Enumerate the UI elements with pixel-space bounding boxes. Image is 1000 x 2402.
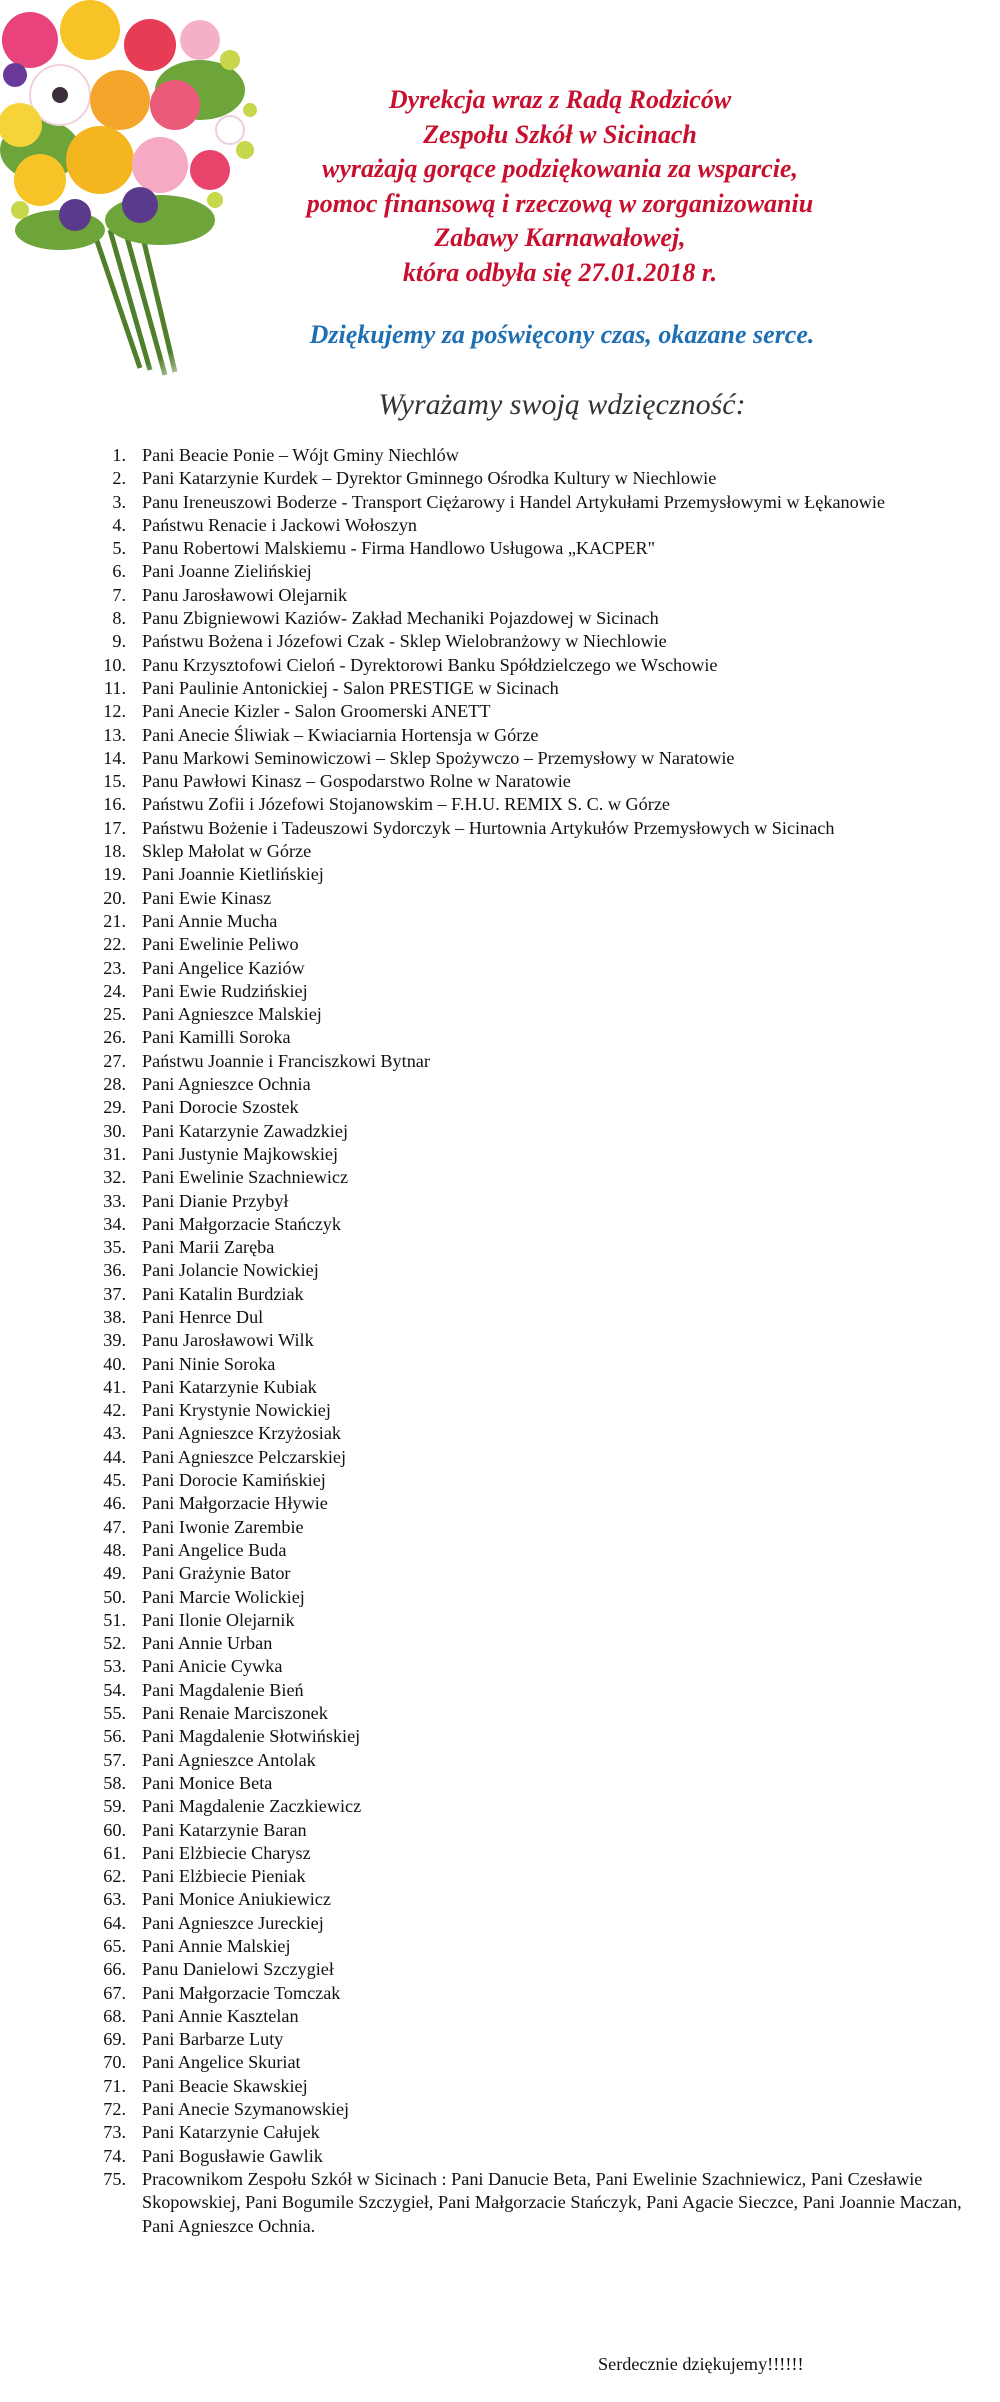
list-item <box>100 1586 980 1609</box>
list-item-text: Panu Jarosławowi Olejarnik <box>142 584 348 605</box>
list-item-number: 16. <box>103 794 126 815</box>
list-item-text: Pani Renaie Marciszonek <box>142 1703 328 1724</box>
list-item-text: Pani Beacie Skawskiej <box>142 2075 308 2096</box>
list-item-text: Pani Agnieszce Malskiej <box>142 1004 322 1025</box>
list-item-number: 37. <box>103 1283 126 1304</box>
list-item-number: 73. <box>103 2122 126 2143</box>
list-item <box>100 2075 980 2098</box>
list-item <box>100 584 980 607</box>
list-item <box>100 491 980 514</box>
list-item-text: Państwu Joannie i Franciszkowi Bytnar <box>142 1050 430 1071</box>
list-item-text: Pani Bogusławie Gawlik <box>142 2145 323 2166</box>
list-item <box>100 1026 980 1049</box>
list-item-number: 71. <box>103 2075 126 2096</box>
list-item-text: Pani Beacie Ponie – Wójt Gminy Niechlów <box>142 445 459 465</box>
list-item-number: 65. <box>103 1936 126 1956</box>
list-item <box>100 1912 980 1935</box>
list-item <box>100 1632 980 1655</box>
list-item-number: 61. <box>103 1842 126 1863</box>
list-item-number: 47. <box>103 1516 126 1537</box>
list-item-text: Pani Elżbiecie Charysz <box>142 1842 311 1863</box>
list-item <box>100 1609 980 1632</box>
list-item-number: 25. <box>103 1004 126 1025</box>
header-line: Dyrekcja wraz z Radą Rodziców <box>388 85 732 114</box>
list-item <box>100 2145 980 2168</box>
list-item-text: Pani Annie Malskiej <box>142 1936 291 1956</box>
list-item-text: Pani Ewie Kinasz <box>142 887 272 908</box>
header-line: wyrażają gorące podziękowania za wsparcie, <box>322 154 798 183</box>
list-item-text: Pani Agnieszce Krzyżosiak <box>142 1423 341 1444</box>
list-item-text: Pani Annie Mucha <box>142 910 278 931</box>
list-item <box>100 1236 980 1259</box>
list-item-text: Pani Agnieszce Jureckiej <box>142 1912 324 1933</box>
list-item-number: 3. <box>112 491 126 512</box>
list-item-number: 20. <box>103 887 126 908</box>
list-item-number: 5. <box>112 538 126 559</box>
header-title <box>255 83 865 290</box>
list-item-text: Panu Krzysztofowi Cieloń - Dyrektorowi Banku Spółdzielczego we Wschowie <box>142 654 718 675</box>
list-item-number: 60. <box>103 1819 126 1840</box>
list-item-number: 11. <box>103 677 126 698</box>
list-item <box>100 793 980 816</box>
list-item-number: 46. <box>103 1493 126 1514</box>
thanks-line: Dziękujemy za poświęcony czas, okazane serce. <box>309 320 815 349</box>
list-item-number: 45. <box>103 1470 126 1491</box>
list-item <box>100 467 980 490</box>
list-item-text: Panu Zbigniewowi Kaziów- Zakład Mechaniki Pojazdowej w Sicinach <box>142 608 659 629</box>
list-item <box>100 1306 980 1329</box>
list-item-number: 68. <box>103 2005 126 2026</box>
list-item-text: Panu Ireneuszowi Boderze - Transport Ciężarowy i Handel Artykułami Przemysłowymi w Łękanowie <box>142 491 885 512</box>
list-item-text: Pani Marii Zaręba <box>142 1237 275 1258</box>
list-item-number: 52. <box>103 1633 126 1654</box>
list-item <box>100 1143 980 1166</box>
list-item-text: Panu Robertowi Malskiemu - Firma Handlowo Usługowa „KACPER" <box>142 538 656 559</box>
list-item-text: Pani Ilonie Olejarnik <box>142 1609 295 1630</box>
list-item-text: Pani Anecie Śliwiak – Kwiaciarnia Hortensja w Górze <box>142 724 539 745</box>
list-item-text: Pani Joannie Kietlińskiej <box>142 864 324 885</box>
list-item-text: Pani Elżbiecie Pieniak <box>142 1866 306 1887</box>
list-item <box>100 1050 980 1073</box>
list-item-text: Pani Angelice Kaziów <box>142 957 305 978</box>
list-item-number: 2. <box>112 468 126 489</box>
list-item <box>100 1329 980 1352</box>
list-item-text: Pracownikom Zespołu Szkół w Sicinach : Pani Danucie Beta, Pani Ewelinie Szachniewicz, Pani Czesławie Skopowskiej, Pani Bogumile Szczygieł, Pani Małgorzacie Stańczyk, Pani Agacie Sieczce, Pani Joannie Maczan, Pani Agnieszce Ochnia. <box>142 2168 962 2236</box>
list-item-number: 59. <box>103 1796 126 1817</box>
list-item <box>100 1259 980 1282</box>
list-item-text: Państwu Zofii i Józefowi Stojanowskim – F.H.U. REMIX S. C. w Górze <box>142 794 670 815</box>
list-item-number: 42. <box>103 1400 126 1421</box>
list-item <box>100 1096 980 1119</box>
list-item-number: 74. <box>103 2145 126 2166</box>
list-item-number: 12. <box>103 701 126 722</box>
list-item-number: 64. <box>103 1912 126 1933</box>
list-item-number: 22. <box>103 934 126 955</box>
list-item-number: 63. <box>103 1889 126 1910</box>
list-item-number: 67. <box>103 1982 126 2003</box>
list-item-text: Pani Angelice Skuriat <box>142 2052 301 2073</box>
list-item-number: 43. <box>103 1423 126 1444</box>
list-item <box>100 700 980 723</box>
list-item <box>100 560 980 583</box>
list-item <box>100 1376 980 1399</box>
list-item-text: Pani Magdalenie Słotwińskiej <box>142 1726 361 1747</box>
list-item <box>100 1003 980 1026</box>
list-item-text: Pani Katarzynie Baran <box>142 1819 307 1840</box>
list-item <box>100 1562 980 1585</box>
list-item <box>100 654 980 677</box>
list-item-text: Pani Magdalenie Bień <box>142 1679 304 1700</box>
list-item-number: 15. <box>103 771 126 792</box>
list-item-number: 21. <box>103 910 126 931</box>
list-item <box>100 1213 980 1236</box>
list-item-text: Pani Anecie Szymanowskiej <box>142 2099 350 2120</box>
list-item-text: Pani Angelice Buda <box>142 1539 287 1560</box>
list-item <box>100 1353 980 1376</box>
list-item <box>100 2005 980 2028</box>
list-item-text: Pani Anicie Cywka <box>142 1656 283 1677</box>
list-item-text: Pani Dianie Przybył <box>142 1190 289 1211</box>
list-item <box>100 724 980 747</box>
list-item <box>100 840 980 863</box>
list-item-text: Pani Grażynie Bator <box>142 1563 291 1584</box>
list-item-text: Pani Jolancie Nowickiej <box>142 1260 319 1281</box>
list-item-number: 56. <box>103 1726 126 1747</box>
list-item-number: 35. <box>103 1237 126 1258</box>
list-item-number: 39. <box>103 1330 126 1351</box>
footer-signoff: Serdecznie dziękujemy!!!!!! <box>598 2354 804 2374</box>
list-item <box>100 1842 980 1865</box>
list-item <box>100 1492 980 1515</box>
list-item <box>100 1772 980 1795</box>
list-item-text: Państwu Bożena i Józefowi Czak - Sklep Wielobranżowy w Niechlowie <box>142 631 667 652</box>
list-item-number: 27. <box>103 1050 126 1071</box>
list-item-text: Pani Agnieszce Antolak <box>142 1749 316 1770</box>
list-item-number: 53. <box>103 1656 126 1677</box>
list-item-number: 72. <box>103 2099 126 2120</box>
list-item-text: Panu Markowi Seminowiczowi – Sklep Spożywczo – Przemysłowy w Naratowie <box>142 747 735 768</box>
list-item-text: Pani Ewelinie Peliwo <box>142 934 299 955</box>
list-item-number: 32. <box>103 1167 126 1188</box>
list-item <box>100 1190 980 1213</box>
list-item <box>100 1469 980 1492</box>
list-item-text: Pani Monice Aniukiewicz <box>142 1889 331 1910</box>
list-item <box>100 817 980 840</box>
list-item-number: 54. <box>103 1679 126 1700</box>
list-item <box>100 1888 980 1911</box>
list-item <box>100 863 980 886</box>
list-item-text: Pani Kamilli Soroka <box>142 1027 291 1048</box>
list-item <box>100 1958 980 1981</box>
list-item <box>100 2028 980 2051</box>
list-item-number: 17. <box>103 817 126 838</box>
list-item-text: Pani Justynie Majkowskiej <box>142 1143 339 1164</box>
list-item-number: 29. <box>103 1097 126 1118</box>
list-item-text: Pani Agnieszce Pelczarskiej <box>142 1446 347 1467</box>
list-item-text: Pani Dorocie Szostek <box>142 1097 299 1118</box>
list-item-number: 48. <box>103 1539 126 1560</box>
list-item <box>100 747 980 770</box>
list-item <box>100 1655 980 1678</box>
list-item-text: Panu Danielowi Szczygieł <box>142 1959 334 1980</box>
list-item <box>100 607 980 630</box>
list-item-text: Pani Marcie Wolickiej <box>142 1586 305 1607</box>
list-item <box>100 980 980 1003</box>
list-item <box>100 1865 980 1888</box>
list-item <box>100 1702 980 1725</box>
list-item-number: 75. <box>103 2168 126 2189</box>
list-item <box>100 1073 980 1096</box>
list-item <box>100 770 980 793</box>
list-item-text: Pani Annie Urban <box>142 1633 273 1654</box>
list-item-text: Pani Anecie Kizler - Salon Groomerski ANETT <box>142 701 491 722</box>
list-item-text: Pani Paulinie Antonickiej - Salon PRESTIGE w Sicinach <box>142 677 559 698</box>
list-item-text: Pani Joanne Zielińskiej <box>142 561 312 582</box>
list-item-number: 7. <box>112 584 126 605</box>
list-item <box>100 1166 980 1189</box>
list-item <box>100 2168 980 2238</box>
list-item <box>100 1935 980 1958</box>
list-item-number: 18. <box>103 841 126 862</box>
list-item <box>100 444 980 467</box>
list-item-text: Pani Magdalenie Zaczkiewicz <box>142 1796 362 1817</box>
list-item-number: 41. <box>103 1376 126 1397</box>
list-item-number: 28. <box>103 1074 126 1095</box>
list-item <box>100 1422 980 1445</box>
list-item-number: 6. <box>112 561 126 582</box>
list-item-number: 58. <box>103 1772 126 1793</box>
list-item-number: 8. <box>112 608 126 629</box>
list-item <box>100 630 980 653</box>
list-item <box>100 887 980 910</box>
list-item <box>100 1516 980 1539</box>
list-item-number: 44. <box>103 1446 126 1467</box>
list-item-number: 26. <box>103 1027 126 1048</box>
list-item-number: 31. <box>103 1143 126 1164</box>
list-item <box>100 2098 980 2121</box>
thanks-list <box>100 444 980 2238</box>
list-item-text: Pani Małgorzacie Tomczak <box>142 1982 341 2003</box>
list-item-number: 51. <box>103 1609 126 1630</box>
list-item <box>100 2051 980 2074</box>
list-item <box>100 1795 980 1818</box>
list-item-text: Pani Katarzynie Zawadzkiej <box>142 1120 349 1141</box>
list-item-text: Pani Katarzynie Kubiak <box>142 1376 317 1397</box>
list-item-number: 14. <box>103 747 126 768</box>
list-item-text: Pani Iwonie Zarembie <box>142 1516 304 1537</box>
header-line: Zespołu Szkół w Sicinach <box>423 119 697 149</box>
list-item <box>100 677 980 700</box>
list-item-text: Pani Ewie Rudzińskiej <box>142 980 308 1001</box>
list-item <box>100 1120 980 1143</box>
list-item-number: 40. <box>103 1353 126 1374</box>
list-item-text: Pani Henrce Dul <box>142 1306 264 1327</box>
list-item-text: Panu Pawłowi Kinasz – Gospodarstwo Rolne w Naratowie <box>142 771 571 792</box>
list-item-number: 57. <box>103 1749 126 1770</box>
list-item-number: 36. <box>103 1260 126 1281</box>
list-item-text: Pani Barbarze Luty <box>142 2029 284 2050</box>
list-item-number: 10. <box>103 654 126 675</box>
list-item <box>100 1539 980 1562</box>
list-item <box>100 933 980 956</box>
gratitude-heading: Wyrażamy swoją wdzięczność: <box>378 388 746 421</box>
list-item <box>100 1819 980 1842</box>
list-item-text: Pani Katarzynie Całujek <box>142 2122 320 2143</box>
list-item-number: 55. <box>103 1703 126 1724</box>
list-item-text: Pani Małgorzacie Hływie <box>142 1493 328 1514</box>
list-item-text: Pani Agnieszce Ochnia <box>142 1074 311 1095</box>
list-item <box>100 1679 980 1702</box>
list-item-text: Pani Dorocie Kamińskiej <box>142 1470 326 1491</box>
list-item-number: 38. <box>103 1306 126 1327</box>
list-item-number: 13. <box>103 724 126 745</box>
list-item <box>100 1725 980 1748</box>
header-line: Zabawy Karnawałowej, <box>434 223 686 252</box>
list-item-text: Pani Krystynie Nowickiej <box>142 1400 331 1421</box>
list-item-number: 19. <box>103 864 126 885</box>
list-item <box>100 910 980 933</box>
list-item-number: 1. <box>112 445 126 465</box>
list-item <box>100 1399 980 1422</box>
list-item-text: Panu Jarosławowi Wilk <box>142 1330 314 1351</box>
list-item <box>100 2121 980 2144</box>
list-item <box>100 537 980 560</box>
list-item-text: Państwu Renacie i Jackowi Wołoszyn <box>142 514 418 535</box>
list-item-number: 62. <box>103 1866 126 1887</box>
list-item-number: 9. <box>112 631 126 652</box>
list-item-text: Pani Ewelinie Szachniewicz <box>142 1167 349 1188</box>
list-item-number: 50. <box>103 1586 126 1607</box>
list-item-text: Pani Monice Beta <box>142 1772 273 1793</box>
list-item-number: 4. <box>112 514 126 535</box>
list-item-number: 30. <box>103 1120 126 1141</box>
list-item-text: Pani Małgorzacie Stańczyk <box>142 1213 341 1234</box>
list-item-text: Pani Annie Kasztelan <box>142 2005 299 2026</box>
list-item-text: Państwu Bożenie i Tadeuszowi Sydorczyk – Hurtownia Artykułów Przemysłowych w Sicinach <box>142 817 835 838</box>
list-item-number: 34. <box>103 1213 126 1234</box>
header-line: która odbyła się 27.01.2018 r. <box>402 257 718 287</box>
list-item-number: 69. <box>103 2029 126 2050</box>
list-item <box>100 1446 980 1469</box>
list-item <box>100 1982 980 2005</box>
list-item <box>100 514 980 537</box>
list-item <box>100 957 980 980</box>
list-item-number: 49. <box>103 1563 126 1584</box>
list-item-number: 24. <box>103 980 126 1001</box>
list-item-number: 23. <box>103 957 126 978</box>
header-line: pomoc finansową i rzeczową w zorganizowaniu <box>306 188 814 218</box>
list-item-text: Sklep Małolat w Górze <box>142 841 312 862</box>
list-item <box>100 1749 980 1772</box>
list-item-number: 33. <box>103 1190 126 1211</box>
list-item <box>100 1283 980 1306</box>
list-item-text: Pani Katalin Burdziak <box>142 1283 304 1304</box>
list-item-number: 66. <box>103 1959 126 1980</box>
list-item-number: 70. <box>103 2052 126 2073</box>
list-item-text: Pani Ninie Soroka <box>142 1353 276 1374</box>
list-item-text: Pani Katarzynie Kurdek – Dyrektor Gminnego Ośrodka Kultury w Niechlowie <box>142 468 717 489</box>
